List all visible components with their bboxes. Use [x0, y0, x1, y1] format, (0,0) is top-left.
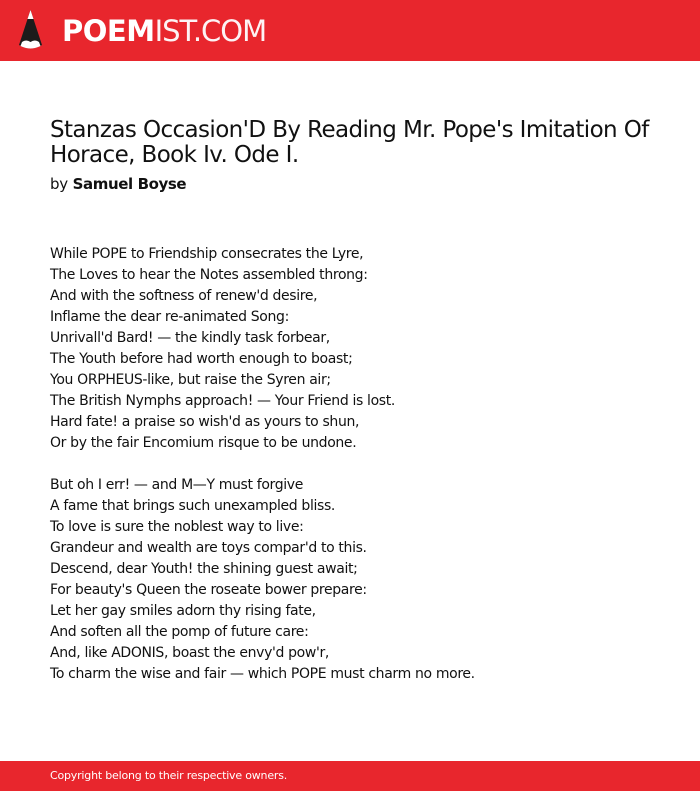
- poem-line: Let her gay smiles adorn thy rising fate,: [50, 603, 316, 619]
- poem-line: But oh I err! — and M—Y must forgive: [50, 477, 303, 493]
- author-name[interactable]: Samuel Boyse: [72, 175, 187, 193]
- poem-line: For beauty's Queen the roseate bower prepare:: [50, 582, 367, 598]
- poem-line: Or by the fair Encomium risque to be undone.: [50, 435, 357, 451]
- poem-line: And soften all the pomp of future care:: [50, 624, 309, 640]
- poem-line: While POPE to Friendship consecrates the Lyre,: [50, 246, 364, 262]
- stanza-2: [50, 475, 670, 685]
- site-header: [0, 0, 700, 61]
- poem-line: The British Nymphs approach! — Your Friend is lost.: [50, 393, 395, 409]
- poem-line: To love is sure the noblest way to live:: [50, 519, 304, 535]
- poem-line: A fame that brings such unexampled bliss.: [50, 498, 336, 514]
- poem-line: You ORPHEUS-like, but raise the Syren air;: [50, 372, 331, 388]
- poem-line: Hard fate! a praise so wish'd as yours to shun,: [50, 414, 360, 430]
- logo-text-light: IST.COM: [154, 14, 267, 48]
- poem-line: The Youth before had worth enough to boast;: [50, 351, 353, 367]
- poem-line: Inflame the dear re-animated Song:: [50, 309, 289, 325]
- poem-title: Stanzas Occasion'D By Reading Mr. Pope's Imitation Of Horace, Book Iv. Ode I.: [50, 117, 649, 168]
- pencil-tip-icon[interactable]: [17, 9, 44, 52]
- poem-line: The Loves to hear the Notes assembled throng:: [50, 267, 368, 283]
- poem-body: [50, 244, 670, 706]
- logo-text-bold: POEM: [62, 14, 155, 48]
- poem-line: And, like ADONIS, boast the envy'd pow'r,: [50, 645, 329, 661]
- copyright-text: Copyright belong to their respective owners.: [50, 769, 288, 782]
- poem-byline: [50, 174, 186, 194]
- poem-line: To charm the wise and fair — which POPE must charm no more.: [50, 666, 475, 682]
- poem-line: And with the softness of renew'd desire,: [50, 288, 318, 304]
- by-label: by: [50, 175, 68, 193]
- poem-line: Unrivall'd Bard! — the kindly task forbear,: [50, 330, 330, 346]
- poem-line: Grandeur and wealth are toys compar'd to this.: [50, 540, 367, 556]
- site-footer: [0, 761, 700, 791]
- stanza-1: [50, 244, 670, 454]
- poem-line: Descend, dear Youth! the shining guest await;: [50, 561, 358, 577]
- site-logo-text[interactable]: [62, 13, 266, 49]
